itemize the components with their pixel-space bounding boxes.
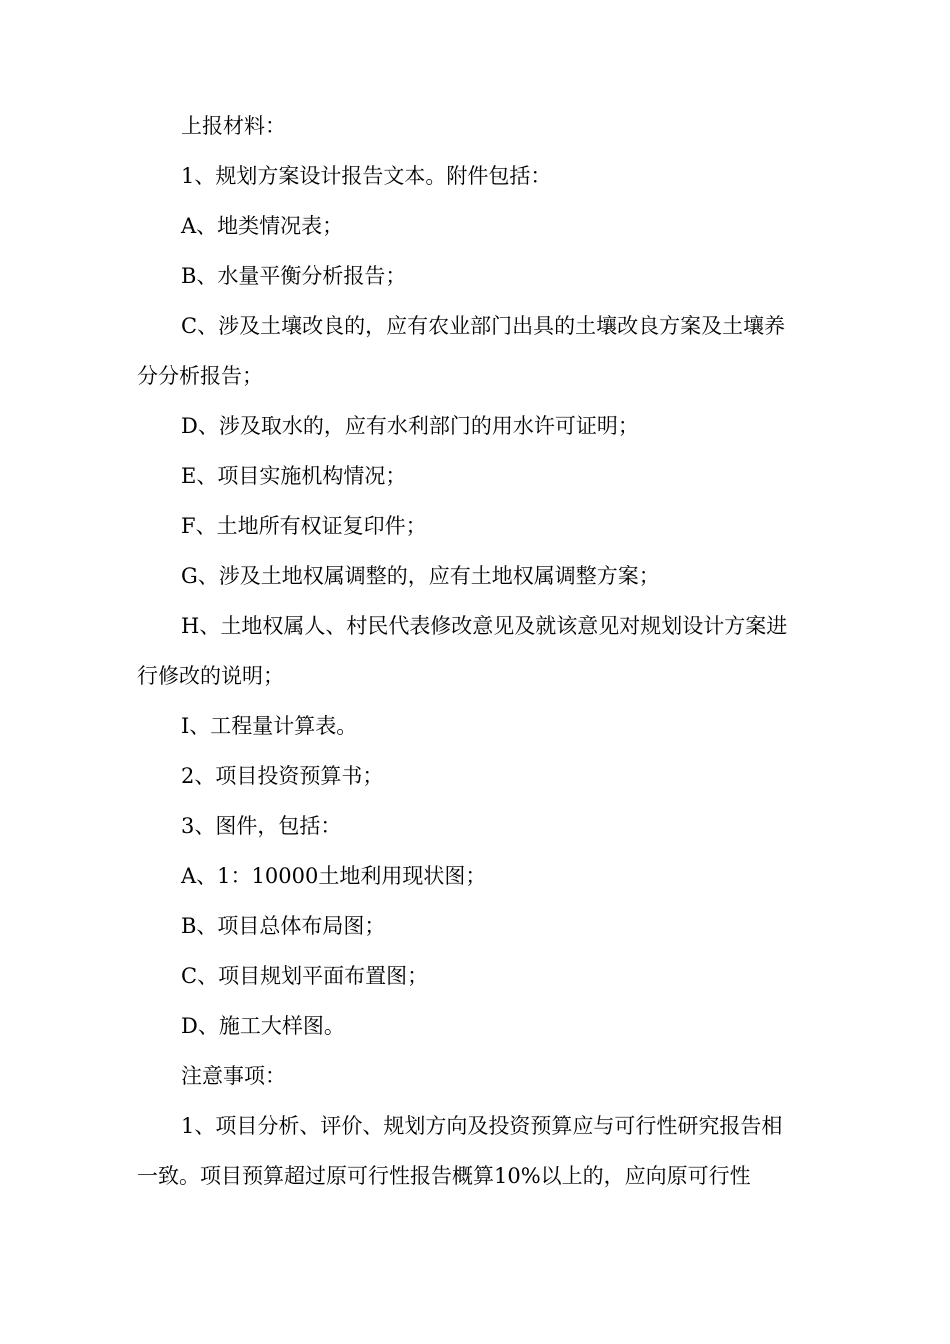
list-item: B、水量平衡分析报告； — [181, 264, 407, 288]
list-item: 1、项目分析、评价、规划方向及投资预算应与可行性研究报告相一致。项目预算超过原可行性报告概算10%以上的，应向原可行性 — [137, 1114, 783, 1188]
list-item: I、工程量计算表。 — [181, 714, 358, 738]
list-item: G、涉及土地权属调整的，应有土地权属调整方案； — [181, 564, 660, 588]
list-item: A、1：10000土地利用现状图； — [181, 864, 487, 888]
list-item: E、项目实施机构情况； — [181, 464, 407, 488]
list-item: B、项目总体布局图； — [181, 914, 386, 938]
document-body — [137, 101, 803, 1201]
list-item: 2、项目投资预算书； — [181, 764, 384, 788]
list-item: F、土地所有权证复印件； — [181, 514, 427, 538]
section-heading-notes: 注意事项： — [181, 1064, 286, 1088]
list-item: D、涉及取水的，应有水利部门的用水许可证明； — [181, 414, 639, 438]
list-item: H、土地权属人、村民代表修改意见及就该意见对规划设计方案进行修改的说明； — [137, 614, 788, 688]
list-item: 3、图件，包括： — [181, 814, 342, 838]
list-item: 1、规划方案设计报告文本。附件包括： — [181, 164, 552, 188]
section-heading-materials: 上报材料： — [181, 114, 286, 138]
list-item: C、项目规划平面布置图； — [181, 964, 429, 988]
list-item: D、施工大样图。 — [181, 1014, 345, 1038]
list-item: A、地类情况表； — [181, 214, 344, 238]
list-item: C、涉及土壤改良的，应有农业部门出具的土壤改良方案及土壤养分分析报告； — [137, 314, 786, 388]
